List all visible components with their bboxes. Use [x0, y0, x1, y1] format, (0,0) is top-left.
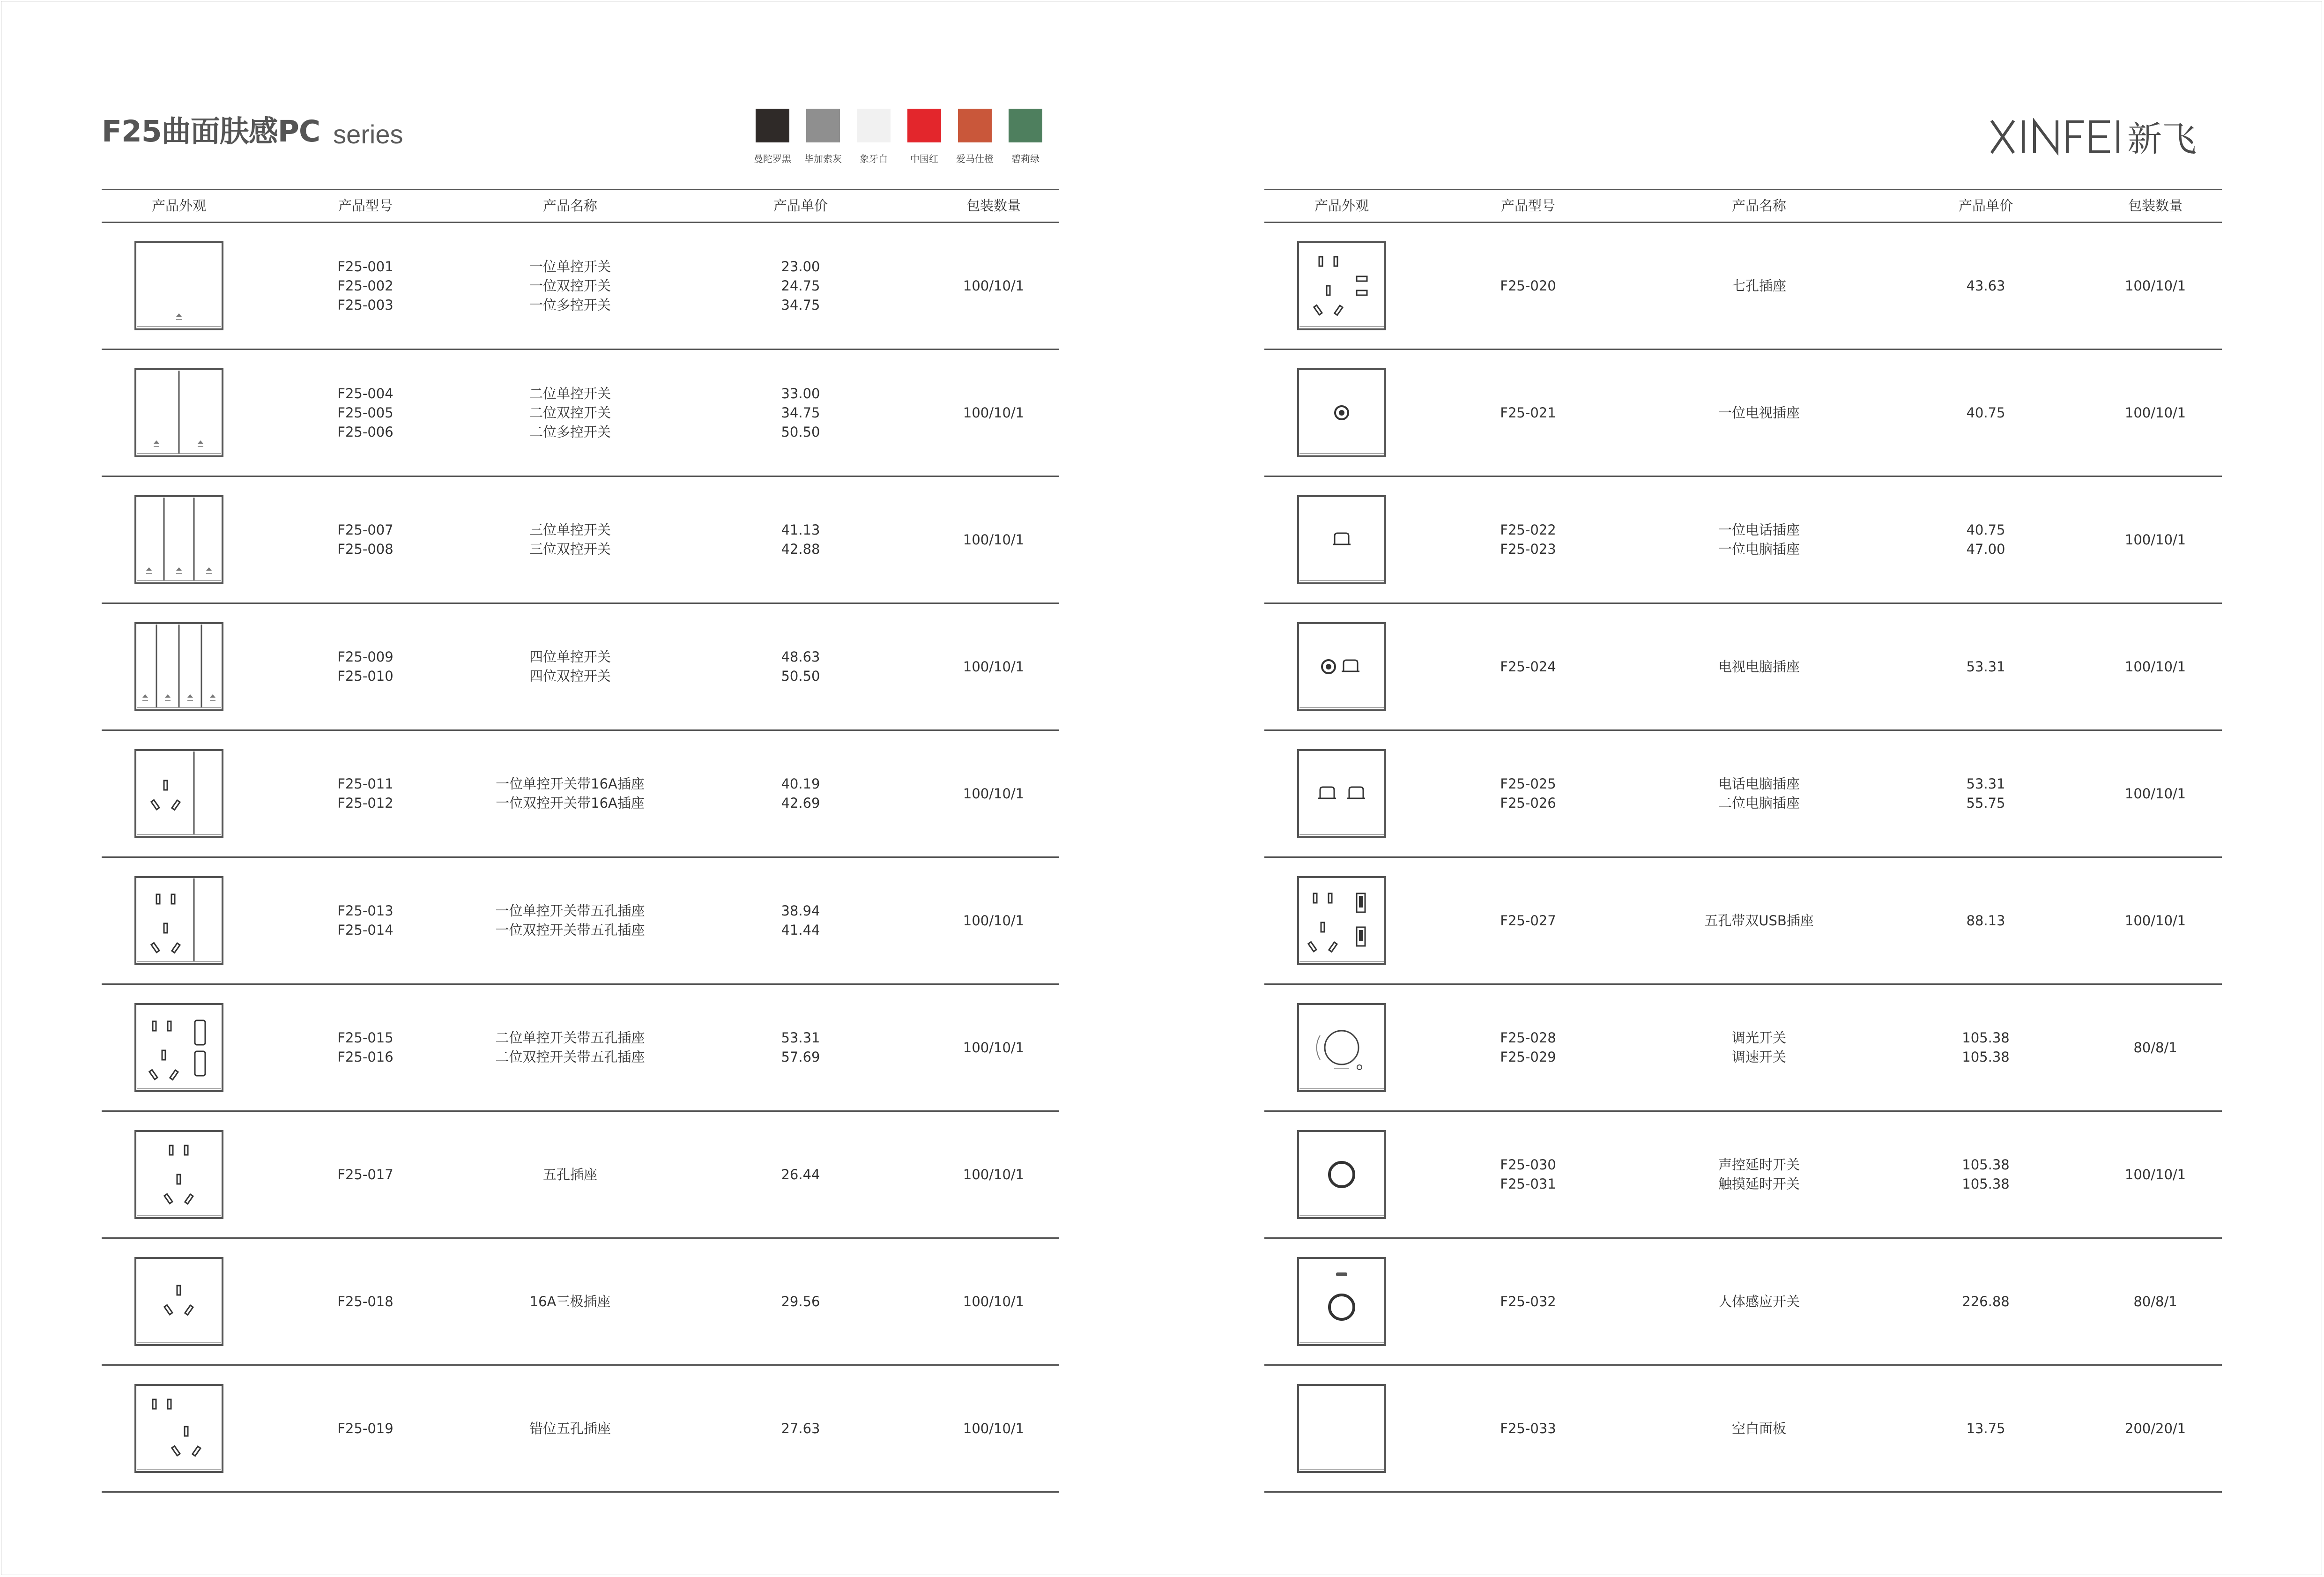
price-cell [735, 223, 866, 349]
model-text: F25-005 [337, 404, 394, 421]
packing-cell [2094, 858, 2216, 983]
model-cell [300, 731, 431, 856]
packing-cell [933, 223, 1054, 349]
color-swatch-label: 中国红 [910, 153, 938, 164]
price-cell [1920, 604, 2051, 729]
catalog-title [102, 108, 403, 150]
packing-cell [933, 858, 1054, 983]
price-cell [735, 1366, 866, 1491]
price-text: 105.38 [1962, 1030, 2010, 1046]
packing-text: 100/10/1 [2124, 785, 2186, 802]
packing-cell [2094, 604, 2216, 729]
packing-text: 100/10/1 [963, 1166, 1025, 1183]
model-text: F25-018 [337, 1293, 394, 1309]
packing-text: 100/10/1 [963, 531, 1025, 548]
price-cell [1920, 1112, 2051, 1237]
packing-text: 200/20/1 [2124, 1420, 2186, 1436]
packing-cell [2094, 1112, 2216, 1237]
color-swatches [747, 109, 1052, 170]
name-text: 五孔带双USB插座 [1704, 912, 1814, 929]
name-cell [448, 477, 692, 603]
packing-text: 100/10/1 [2124, 1166, 2186, 1183]
color-swatch-chip [958, 109, 992, 142]
name-text: 二位多控开关 [529, 424, 611, 440]
table-row [102, 477, 1059, 604]
table-row [102, 1112, 1059, 1239]
table-row [1264, 985, 2222, 1112]
table-row [102, 223, 1059, 350]
name-text: 一位双控开关带五孔插座 [495, 922, 645, 938]
model-text: F25-006 [337, 424, 394, 440]
price-text: 29.56 [781, 1293, 820, 1309]
packing-text: 100/10/1 [963, 404, 1025, 421]
brand-logo [1990, 118, 2225, 156]
name-text: 一位单控开关 [529, 258, 611, 275]
price-cell [735, 604, 866, 729]
color-swatch-chip [756, 109, 789, 142]
product-image [134, 1257, 224, 1346]
price-cell [735, 985, 866, 1110]
product-image [134, 1130, 224, 1220]
model-text: F25-024 [1500, 658, 1556, 675]
price-cell [735, 731, 866, 856]
model-cell [300, 858, 431, 983]
packing-cell [2094, 350, 2216, 476]
name-cell [1637, 1366, 1881, 1491]
table-row [102, 1366, 1059, 1493]
model-text: F25-019 [337, 1420, 394, 1436]
name-text: 一位电脑插座 [1718, 541, 1800, 557]
product-image [1297, 876, 1387, 966]
header-appearance: 产品外观 [1314, 198, 1369, 214]
name-text: 二位双控开关 [529, 404, 611, 421]
name-cell [1637, 731, 1881, 856]
switch-with-16a-socket-icon [134, 749, 224, 839]
model-text: F25-007 [337, 522, 394, 538]
table-row [1264, 1112, 2222, 1239]
product-table-right [1264, 189, 2222, 1493]
brand-logo-text: 新飞 [2127, 119, 2197, 156]
product-image [134, 1384, 224, 1473]
packing-cell [933, 985, 1054, 1110]
name-text: 一位双控开关 [529, 277, 611, 294]
name-text: 声控延时开关 [1718, 1157, 1800, 1173]
name-text: 四位单控开关 [529, 649, 611, 665]
motion-sensor-switch-icon [1297, 1257, 1387, 1346]
product-image [1297, 495, 1387, 585]
packing-text: 100/10/1 [2124, 658, 2186, 675]
name-text: 触摸延时开关 [1718, 1176, 1800, 1192]
product-image [1297, 1384, 1387, 1473]
tv-data-socket-icon [1297, 622, 1387, 712]
model-text: F25-025 [1500, 776, 1556, 792]
packing-cell [2094, 1366, 2216, 1491]
price-text: 105.38 [1962, 1049, 2010, 1065]
price-text: 55.75 [1966, 795, 2005, 811]
price-text: 34.75 [781, 297, 820, 313]
name-text: 空白面板 [1731, 1420, 1786, 1436]
table-row [1264, 1366, 2222, 1493]
name-text: 一位单控开关带16A插座 [496, 776, 645, 792]
name-text: 二位单控开关带五孔插座 [495, 1030, 645, 1046]
name-text: 电视电脑插座 [1718, 658, 1800, 675]
dimmer-knob-icon [1297, 1003, 1387, 1093]
packing-text: 100/10/1 [2124, 912, 2186, 929]
packing-cell [933, 1239, 1054, 1364]
header-price: 产品单价 [1958, 198, 2013, 214]
product-image [1297, 1003, 1387, 1093]
header-name: 产品名称 [542, 198, 597, 214]
switch-1-gang-icon [134, 241, 224, 331]
price-text: 41.44 [781, 922, 820, 938]
packing-text: 100/10/1 [963, 912, 1025, 929]
product-image [134, 495, 224, 585]
name-text: 二位单控开关 [529, 385, 611, 402]
product-image [134, 241, 224, 331]
product-image [1297, 622, 1387, 712]
price-cell [735, 350, 866, 476]
model-cell [1463, 858, 1594, 983]
header-appearance: 产品外观 [151, 198, 206, 214]
model-cell [300, 1239, 431, 1364]
5-hole-socket-icon [134, 1130, 224, 1220]
table-row [102, 604, 1059, 731]
product-image [1297, 1257, 1387, 1346]
color-swatch [950, 109, 1000, 165]
name-text: 电话电脑插座 [1718, 776, 1800, 792]
packing-text: 100/10/1 [2124, 404, 2186, 421]
packing-text: 100/10/1 [2124, 277, 2186, 294]
table-row [1264, 604, 2222, 731]
name-cell [448, 731, 692, 856]
tv-socket-icon [1297, 368, 1387, 458]
header-model: 产品型号 [1500, 198, 1555, 214]
name-cell [1637, 1239, 1881, 1364]
model-cell [1463, 731, 1594, 856]
series-subtitle: series [333, 119, 403, 149]
price-text: 23.00 [781, 258, 820, 275]
name-text: 一位电话插座 [1718, 522, 1800, 538]
model-cell [300, 477, 431, 603]
model-text: F25-023 [1500, 541, 1556, 557]
price-cell [1920, 1366, 2051, 1491]
switch-3-gang-icon [134, 495, 224, 585]
name-cell [448, 223, 692, 349]
5-hole-usb-socket-icon [1297, 876, 1387, 966]
packing-cell [933, 477, 1054, 603]
model-text: F25-008 [337, 541, 394, 557]
name-text: 一位单控开关带五孔插座 [495, 903, 645, 919]
name-text: 三位双控开关 [529, 541, 611, 557]
price-cell [735, 1112, 866, 1237]
color-swatch-label: 曼陀罗黑 [754, 153, 791, 164]
name-cell [1637, 477, 1881, 603]
packing-cell [933, 350, 1054, 476]
price-cell [735, 858, 866, 983]
table-row [1264, 350, 2222, 477]
packing-text: 100/10/1 [963, 1420, 1025, 1436]
name-text: 调光开关 [1731, 1030, 1786, 1046]
table-row [1264, 731, 2222, 858]
name-cell [1637, 604, 1881, 729]
packing-text: 80/8/1 [2133, 1293, 2177, 1309]
product-image [134, 1003, 224, 1093]
price-text: 42.69 [781, 795, 820, 811]
color-swatch [899, 109, 950, 165]
packing-text: 100/10/1 [963, 658, 1025, 675]
model-text: F25-020 [1500, 277, 1556, 294]
price-text: 47.00 [1966, 541, 2005, 557]
table-row [1264, 1239, 2222, 1366]
product-image [1297, 241, 1387, 331]
offset-5-hole-socket-icon [134, 1384, 224, 1473]
delay-switch-icon [1297, 1130, 1387, 1220]
model-text: F25-010 [337, 668, 394, 684]
model-cell [300, 985, 431, 1110]
model-cell [1463, 985, 1594, 1110]
model-text: F25-033 [1500, 1420, 1556, 1436]
color-swatch-chip [1009, 109, 1042, 142]
name-cell [448, 1366, 692, 1491]
color-swatch [848, 109, 899, 165]
price-cell [1920, 1239, 2051, 1364]
model-cell [1463, 1366, 1594, 1491]
dual-data-socket-icon [1297, 749, 1387, 839]
packing-cell [2094, 985, 2216, 1110]
data-socket-icon [1297, 495, 1387, 585]
model-text: F25-028 [1500, 1030, 1556, 1046]
product-image [134, 622, 224, 712]
product-image [134, 749, 224, 839]
model-cell [1463, 1239, 1594, 1364]
product-table-left [102, 189, 1059, 1493]
model-cell [300, 350, 431, 476]
name-cell [1637, 985, 1881, 1110]
name-text: 二位双控开关带五孔插座 [495, 1049, 645, 1065]
model-cell [300, 223, 431, 349]
price-text: 88.13 [1966, 912, 2005, 929]
model-text: F25-027 [1500, 912, 1556, 929]
switch-2-gang-icon [134, 368, 224, 458]
xinfei-logo-icon [1990, 118, 2225, 156]
packing-text: 100/10/1 [963, 277, 1025, 294]
packing-cell [2094, 731, 2216, 856]
name-cell [448, 350, 692, 476]
color-swatch-label: 碧莉绿 [1011, 153, 1039, 164]
packing-cell [2094, 223, 2216, 349]
name-text: 调速开关 [1731, 1049, 1786, 1065]
model-text: F25-017 [337, 1166, 394, 1183]
name-text: 16A三极插座 [529, 1293, 611, 1309]
color-swatch-chip [806, 109, 840, 142]
2-switch-with-5-hole-socket-icon [134, 1003, 224, 1093]
price-text: 226.88 [1962, 1293, 2010, 1309]
price-text: 105.38 [1962, 1176, 2010, 1192]
name-text: 一位双控开关带16A插座 [496, 795, 645, 811]
16a-3-pin-socket-icon [134, 1257, 224, 1346]
name-text: 四位双控开关 [529, 668, 611, 684]
model-text: F25-021 [1500, 404, 1556, 421]
header-packing: 包装数量 [2128, 198, 2183, 214]
name-text: 一位多控开关 [529, 297, 611, 313]
model-text: F25-016 [337, 1049, 394, 1065]
color-swatch-label: 爱马仕橙 [956, 153, 994, 164]
packing-cell [933, 1112, 1054, 1237]
model-cell [1463, 1112, 1594, 1237]
header-packing: 包装数量 [966, 198, 1021, 214]
price-text: 26.44 [781, 1166, 820, 1183]
table-row [102, 858, 1059, 985]
packing-cell [933, 604, 1054, 729]
model-cell [300, 604, 431, 729]
model-text: F25-012 [337, 795, 394, 811]
price-cell [735, 477, 866, 603]
model-text: F25-013 [337, 903, 394, 919]
price-text: 13.75 [1966, 1420, 2005, 1436]
model-text: F25-009 [337, 649, 394, 665]
model-cell [1463, 350, 1594, 476]
model-text: F25-032 [1500, 1293, 1556, 1309]
product-image [1297, 749, 1387, 839]
price-cell [1920, 731, 2051, 856]
table-row [1264, 477, 2222, 604]
model-cell [300, 1366, 431, 1491]
model-text: F25-002 [337, 277, 394, 294]
price-text: 40.75 [1966, 522, 2005, 538]
name-cell [448, 858, 692, 983]
product-image [1297, 368, 1387, 458]
price-text: 34.75 [781, 404, 820, 421]
color-swatch-chip [907, 109, 941, 142]
price-text: 40.19 [781, 776, 820, 792]
table-header [102, 189, 1059, 223]
model-cell [1463, 223, 1594, 349]
name-text: 一位电视插座 [1718, 404, 1800, 421]
price-text: 41.13 [781, 522, 820, 538]
price-cell [1920, 985, 2051, 1110]
color-swatch [1000, 109, 1051, 165]
switch-with-5-hole-socket-icon [134, 876, 224, 966]
table-header [1264, 189, 2222, 223]
price-text: 50.50 [781, 668, 820, 684]
model-text: F25-022 [1500, 522, 1556, 538]
packing-cell [2094, 477, 2216, 603]
product-image [134, 368, 224, 458]
price-cell [1920, 223, 2051, 349]
price-text: 33.00 [781, 385, 820, 402]
header-name: 产品名称 [1731, 198, 1786, 214]
name-cell [448, 1239, 692, 1364]
price-cell [1920, 350, 2051, 476]
model-cell [300, 1112, 431, 1237]
price-cell [1920, 858, 2051, 983]
model-text: F25-003 [337, 297, 394, 313]
name-text: 错位五孔插座 [529, 1420, 611, 1436]
product-image [134, 876, 224, 966]
packing-cell [933, 1366, 1054, 1491]
model-text: F25-030 [1500, 1157, 1556, 1173]
table-row [102, 731, 1059, 858]
model-text: F25-004 [337, 385, 394, 402]
header-price: 产品单价 [773, 198, 828, 214]
name-cell [1637, 350, 1881, 476]
price-cell [1920, 477, 2051, 603]
price-text: 43.63 [1966, 277, 2005, 294]
color-swatch-label: 象牙白 [860, 153, 888, 164]
model-text: F25-014 [337, 922, 394, 938]
color-swatch [798, 109, 848, 165]
7-hole-socket-icon [1297, 241, 1387, 331]
name-text: 人体感应开关 [1718, 1293, 1800, 1309]
name-text: 五孔插座 [542, 1166, 597, 1183]
model-text: F25-011 [337, 776, 394, 792]
name-text: 三位单控开关 [529, 522, 611, 538]
price-text: 40.75 [1966, 404, 2005, 421]
model-cell [1463, 604, 1594, 729]
model-text: F25-026 [1500, 795, 1556, 811]
model-text: F25-031 [1500, 1176, 1556, 1192]
price-text: 48.63 [781, 649, 820, 665]
name-text: 七孔插座 [1731, 277, 1786, 294]
packing-text: 100/10/1 [963, 1039, 1025, 1056]
packing-text: 100/10/1 [2124, 531, 2186, 548]
model-text: F25-029 [1500, 1049, 1556, 1065]
price-text: 42.88 [781, 541, 820, 557]
packing-cell [2094, 1239, 2216, 1364]
packing-text: 80/8/1 [2133, 1039, 2177, 1056]
series-title: F25曲面肤感PC [102, 114, 320, 149]
table-row [102, 350, 1059, 477]
packing-text: 100/10/1 [963, 1293, 1025, 1309]
packing-cell [933, 731, 1054, 856]
price-text: 53.31 [1966, 776, 2005, 792]
table-row [1264, 223, 2222, 350]
price-text: 57.69 [781, 1049, 820, 1065]
name-text: 二位电脑插座 [1718, 795, 1800, 811]
product-image [1297, 1130, 1387, 1220]
price-text: 105.38 [1962, 1157, 2010, 1173]
price-text: 53.31 [1966, 658, 2005, 675]
price-text: 24.75 [781, 277, 820, 294]
table-row [1264, 858, 2222, 985]
color-swatch-chip [857, 109, 891, 142]
price-cell [735, 1239, 866, 1364]
name-cell [1637, 858, 1881, 983]
price-text: 27.63 [781, 1420, 820, 1436]
model-text: F25-001 [337, 258, 394, 275]
table-row [102, 985, 1059, 1112]
price-text: 53.31 [781, 1030, 820, 1046]
name-cell [1637, 1112, 1881, 1237]
blank-panel-icon [1297, 1384, 1387, 1473]
packing-text: 100/10/1 [963, 785, 1025, 802]
switch-4-gang-icon [134, 622, 224, 712]
name-cell [448, 1112, 692, 1237]
name-cell [1637, 223, 1881, 349]
header-model: 产品型号 [338, 198, 393, 214]
name-cell [448, 985, 692, 1110]
color-swatch-label: 毕加索灰 [804, 153, 842, 164]
table-row [102, 1239, 1059, 1366]
price-text: 50.50 [781, 424, 820, 440]
color-swatch [747, 109, 798, 165]
name-cell [448, 604, 692, 729]
model-text: F25-015 [337, 1030, 394, 1046]
price-text: 38.94 [781, 903, 820, 919]
model-cell [1463, 477, 1594, 603]
